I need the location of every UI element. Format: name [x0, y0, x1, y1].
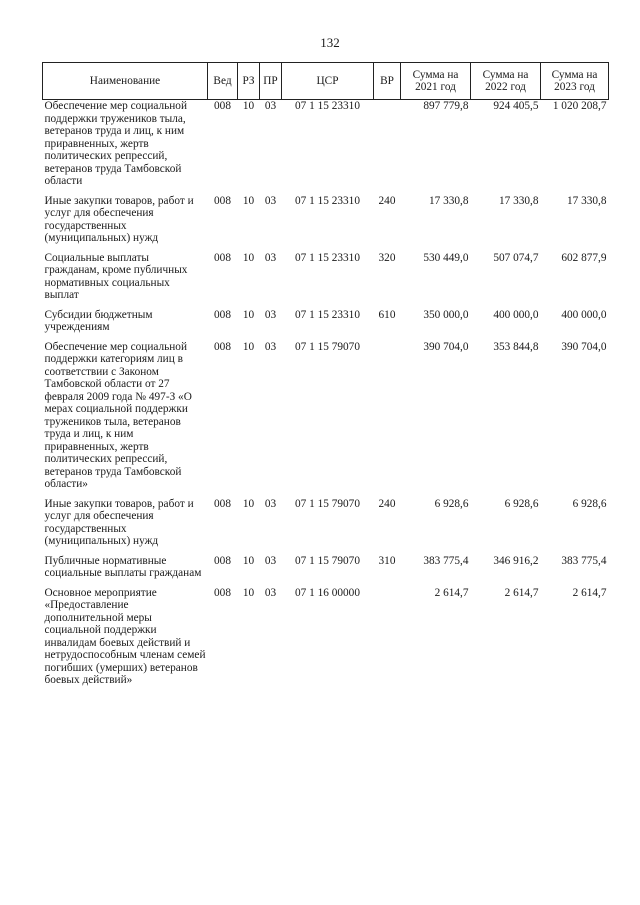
- cell-ved: 008: [214, 340, 231, 353]
- cell-csr: 07 1 16 00000: [295, 586, 360, 599]
- cell-s2021: 350 000,0: [423, 308, 469, 321]
- header-csr: ЦСР: [282, 63, 374, 100]
- cell-s2022: 507 074,7: [493, 251, 539, 264]
- cell-vr: [374, 587, 401, 694]
- cell-s2022: 346 916,2: [493, 554, 539, 567]
- cell-name: Обеспечение мер социальной поддержки тружеников тыла, ветеранов труда и лиц, к ним приравненных, жертв политических репрессий, ветеранов труда Тамбовской области: [44, 100, 188, 187]
- table-row: [43, 252, 609, 309]
- header-sum-2022: Сумма на 2022 год: [471, 63, 541, 100]
- cell-vr: 320: [378, 251, 396, 264]
- cell-s2022: 17 330,8: [498, 194, 539, 207]
- cell-name: Социальные выплаты гражданам, кроме публичных нормативных социальных выплат: [44, 251, 188, 301]
- cell-s2021: 17 330,8: [428, 194, 469, 207]
- cell-csr: 07 1 15 23310: [295, 194, 360, 207]
- cell-ved: 008: [214, 554, 231, 567]
- table-row: [43, 100, 609, 195]
- cell-s2023: 602 877,9: [561, 251, 607, 264]
- cell-ved: 008: [214, 251, 231, 264]
- cell-s2022: 2 614,7: [504, 586, 539, 599]
- cell-rz: 10: [242, 100, 255, 112]
- cell-csr: 07 1 15 23310: [295, 100, 360, 112]
- cell-vr: 310: [378, 554, 396, 567]
- cell-pr: 03: [264, 554, 277, 567]
- cell-vr: 610: [378, 308, 396, 321]
- cell-name: Иные закупки товаров, работ и услуг для обеспечения государственных (муниципальных) нужд: [44, 194, 194, 244]
- cell-pr: 03: [264, 586, 277, 599]
- table-row: [43, 555, 609, 587]
- cell-s2022: 924 405,5: [493, 100, 539, 112]
- cell-s2023: 17 330,8: [566, 194, 607, 207]
- budget-table: [42, 62, 609, 694]
- cell-csr: 07 1 15 23310: [295, 308, 360, 321]
- cell-pr: 03: [264, 251, 277, 264]
- table-body: [43, 100, 609, 694]
- cell-vr: 240: [378, 497, 396, 510]
- cell-csr: 07 1 15 79070: [295, 497, 360, 510]
- cell-s2023: 2 614,7: [572, 586, 607, 599]
- cell-rz: 10: [242, 194, 255, 207]
- header-vr: ВР: [374, 63, 401, 100]
- cell-vr: [374, 341, 401, 498]
- cell-csr: 07 1 15 79070: [295, 554, 360, 567]
- cell-s2022: 400 000,0: [493, 308, 539, 321]
- cell-ved: 008: [214, 497, 231, 510]
- cell-s2021: 2 614,7: [434, 586, 469, 599]
- cell-rz: 10: [242, 308, 255, 321]
- cell-s2023: 400 000,0: [561, 308, 607, 321]
- cell-rz: 10: [242, 340, 255, 353]
- cell-s2022: 6 928,6: [504, 497, 539, 510]
- cell-s2021: 897 779,8: [423, 100, 469, 112]
- cell-ved: 008: [214, 194, 231, 207]
- cell-rz: 10: [242, 586, 255, 599]
- cell-rz: 10: [242, 497, 255, 510]
- cell-pr: 03: [264, 194, 277, 207]
- cell-s2023: 390 704,0: [561, 340, 607, 353]
- cell-csr: 07 1 15 79070: [295, 340, 360, 353]
- table-row: [43, 309, 609, 341]
- cell-ved: 008: [214, 586, 231, 599]
- cell-vr: 240: [378, 194, 396, 207]
- cell-name: Субсидии бюджетным учреждениям: [44, 308, 153, 333]
- cell-s2021: 6 928,6: [434, 497, 469, 510]
- cell-s2023: 383 775,4: [561, 554, 607, 567]
- cell-name: Иные закупки товаров, работ и услуг для обеспечения государственных (муниципальных) нужд: [44, 497, 194, 547]
- cell-s2021: 530 449,0: [423, 251, 469, 264]
- cell-pr: 03: [264, 340, 277, 353]
- header-sum-2021: Сумма на 2021 год: [401, 63, 471, 100]
- cell-pr: 03: [264, 100, 277, 112]
- header-name: Наименование: [43, 63, 208, 100]
- table-row: [43, 587, 609, 694]
- table-row: [43, 498, 609, 555]
- page-number: 132: [320, 35, 340, 50]
- cell-name: Обеспечение мер социальной поддержки категориям лиц в соответствии с Законом Тамбовской области от 27 февраля 2009 года № 497-З «О мерах социальной поддержки тружеников тыла, ветеранов труда и лиц, к ним приравненных, жертв политических репрессий, ветеранов труда Тамбовской области»: [44, 340, 192, 490]
- header-pr: ПР: [260, 63, 282, 100]
- cell-s2023: 6 928,6: [572, 497, 607, 510]
- cell-rz: 10: [242, 251, 255, 264]
- cell-name: Основное мероприятие «Предоставление дополнительной меры социальной поддержки инвалидам боевых действий и нетрудоспособным членам семей погибших (умерших) ветеранов боевых действий»: [44, 586, 206, 686]
- cell-vr: [374, 100, 401, 195]
- cell-s2021: 383 775,4: [423, 554, 469, 567]
- cell-pr: 03: [264, 308, 277, 321]
- header-rz: РЗ: [238, 63, 260, 100]
- cell-pr: 03: [264, 497, 277, 510]
- cell-ved: 008: [214, 100, 231, 112]
- cell-ved: 008: [214, 308, 231, 321]
- cell-s2023: 1 020 208,7: [552, 100, 607, 112]
- table-row: [43, 341, 609, 498]
- cell-name: Публичные нормативные социальные выплаты гражданам: [44, 554, 202, 579]
- cell-csr: 07 1 15 23310: [295, 251, 360, 264]
- cell-s2021: 390 704,0: [423, 340, 469, 353]
- header-ved: Вед: [208, 63, 238, 100]
- cell-rz: 10: [242, 554, 255, 567]
- table-row: [43, 195, 609, 252]
- table-header: [43, 63, 609, 100]
- header-sum-2023: Сумма на 2023 год: [541, 63, 609, 100]
- cell-s2022: 353 844,8: [493, 340, 539, 353]
